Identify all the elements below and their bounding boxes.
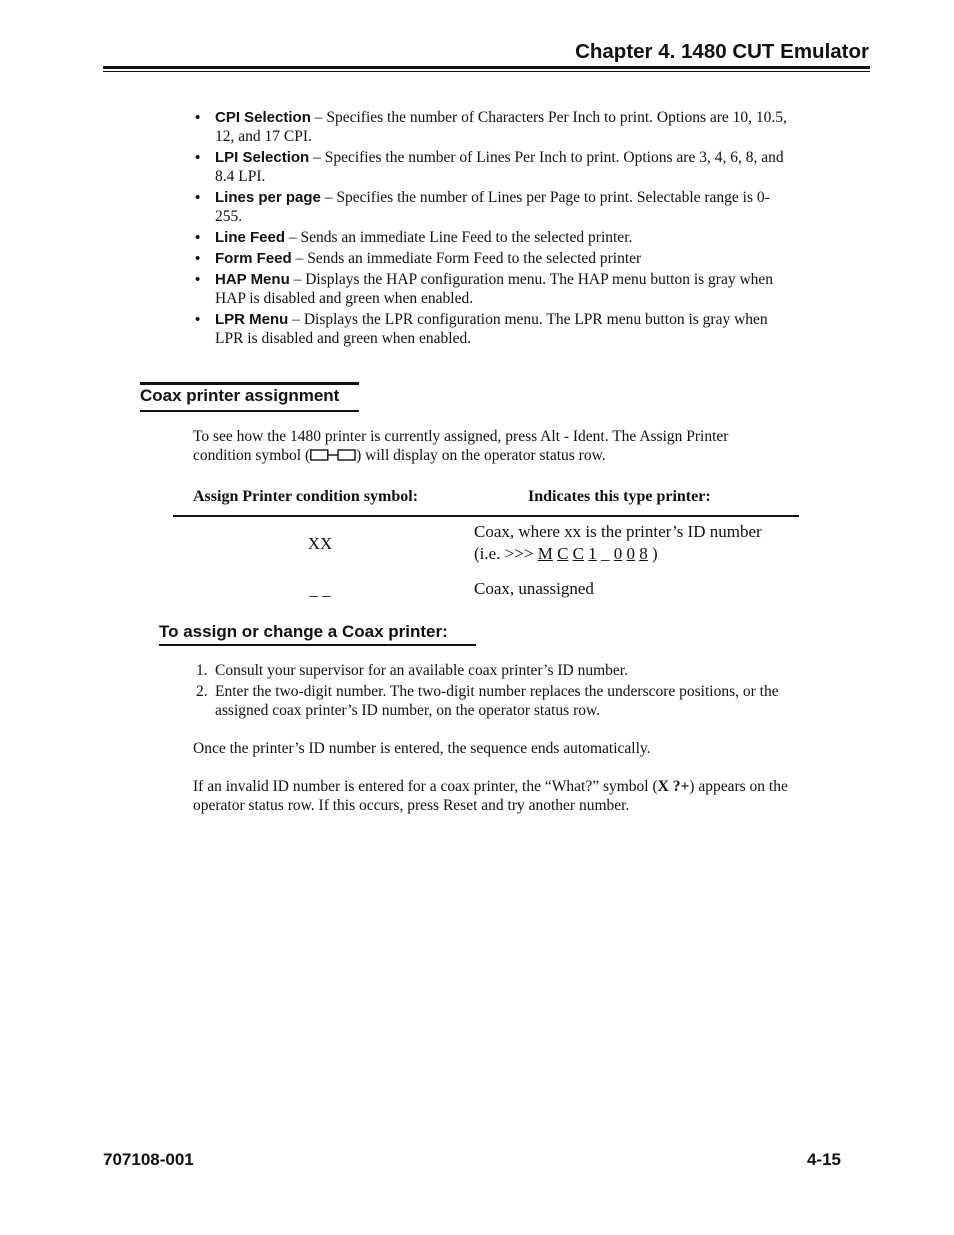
intro-paragraph xyxy=(193,427,788,467)
section-heading-text: Coax printer assignment xyxy=(140,386,340,405)
table-cell-symbol: XX xyxy=(307,534,333,553)
table-cell-symbol: _ _ xyxy=(309,580,331,599)
status-code-char: C xyxy=(557,544,569,563)
menu-options-list xyxy=(195,108,787,350)
option-description: – Sends an immediate Line Feed to the selected printer. xyxy=(285,229,633,246)
list-item xyxy=(195,249,787,268)
list-item xyxy=(196,661,788,680)
section-heading-text: To assign or change a Coax printer: xyxy=(159,622,448,641)
table-header-symbol: Assign Printer condition symbol: xyxy=(193,488,419,505)
step-number: 2. xyxy=(196,683,208,700)
section-heading-coax-assignment xyxy=(140,386,339,406)
option-description: – Displays the HAP configuration menu. The HAP menu button is gray when HAP is disabled and green when enabled. xyxy=(215,271,774,307)
description-prefix: (i.e. >>> xyxy=(474,544,538,563)
option-term: CPI Selection xyxy=(215,109,311,126)
list-item xyxy=(195,310,787,348)
paragraph-text-end: ) appears on the operator status row. If this occurs, press Reset and try another number. xyxy=(193,778,788,814)
heading-rule-top xyxy=(140,382,359,385)
status-code-char: 8 xyxy=(639,544,648,563)
heading-rule-bottom xyxy=(140,410,359,412)
option-term: Lines per page xyxy=(215,189,321,206)
description-line: Coax, where xx is the printer’s ID number xyxy=(474,522,762,541)
status-code-char: M xyxy=(537,544,553,563)
list-item xyxy=(195,148,787,186)
bullet-icon: • xyxy=(195,149,201,166)
bullet-icon: • xyxy=(195,271,201,288)
option-term: LPR Menu xyxy=(215,311,289,328)
option-description: – Specifies the number of Characters Per Inch to print. Options are 10, 10.5, 12, and 17 CPI. xyxy=(215,109,787,145)
step-text: Enter the two-digit number. The two-digit number replaces the underscore positions, or the assigned coax printer’s ID number, on the operator status row. xyxy=(215,683,779,719)
option-description: – Sends an immediate Form Feed to the selected printer xyxy=(291,250,642,267)
step-text: Consult your supervisor for an available coax printer’s ID number. xyxy=(215,662,628,679)
table-header-type: Indicates this type printer: xyxy=(528,488,711,505)
status-code-char: C xyxy=(572,544,585,563)
assign-printer-symbol-icon xyxy=(310,448,356,467)
option-term: Form Feed xyxy=(215,250,292,267)
steps-list xyxy=(196,661,788,722)
list-item xyxy=(195,228,787,247)
option-term: HAP Menu xyxy=(215,271,290,288)
status-code-char: 0 xyxy=(626,544,636,563)
status-code-char: 1 xyxy=(588,544,597,563)
option-term: Line Feed xyxy=(215,229,286,246)
document-number: 707108-001 xyxy=(103,1150,194,1169)
intro-text-start: To see how the 1480 printer is currently assigned, press Alt - Ident. The Assign Printer condition symbol ( xyxy=(193,428,729,464)
description-suffix: ) xyxy=(647,544,658,563)
table-header-rule xyxy=(173,515,799,517)
option-description: – Displays the LPR configuration menu. The LPR menu button is gray when LPR is disabled and green when enabled. xyxy=(215,311,768,347)
list-item xyxy=(195,188,787,226)
page-number: 4-15 xyxy=(806,1150,841,1169)
bullet-icon: • xyxy=(195,250,201,267)
option-description: – Specifies the number of Lines per Page to print. Selectable range is 0-255. xyxy=(215,189,770,225)
bullet-icon: • xyxy=(195,109,201,126)
what-symbol: X ?+ xyxy=(657,778,690,795)
paragraph-text-start: If an invalid ID number is entered for a coax printer, the “What?” symbol ( xyxy=(193,778,658,795)
bullet-icon: • xyxy=(195,189,201,206)
paragraph-invalid-id xyxy=(193,777,788,815)
step-number: 1. xyxy=(196,662,208,679)
bullet-icon: • xyxy=(195,229,201,246)
table-cell-description xyxy=(474,521,792,565)
table-cell-description: Coax, unassigned xyxy=(474,579,594,598)
list-item xyxy=(196,682,788,720)
chapter-title: Chapter 4. 1480 CUT Emulator xyxy=(575,40,869,63)
list-item xyxy=(195,270,787,308)
section-heading-assign-printer xyxy=(159,622,448,642)
heading-rule-bottom xyxy=(159,644,476,646)
option-term: LPI Selection xyxy=(215,149,310,166)
paragraph-sequence-end: Once the printer’s ID number is entered, the sequence ends automatically. xyxy=(193,740,651,757)
option-description: – Specifies the number of Lines Per Inch to print. Options are 3, 4, 6, 8, and 8.4 LPI. xyxy=(215,149,784,185)
bullet-icon: • xyxy=(195,311,201,328)
status-code-char: _ xyxy=(601,544,610,563)
status-code-char: 0 xyxy=(613,544,623,563)
header-rule-thick xyxy=(103,66,870,69)
header-rule-thin xyxy=(103,71,870,72)
list-item xyxy=(195,108,787,146)
intro-text-end: ) will display on the operator status row. xyxy=(356,447,606,464)
